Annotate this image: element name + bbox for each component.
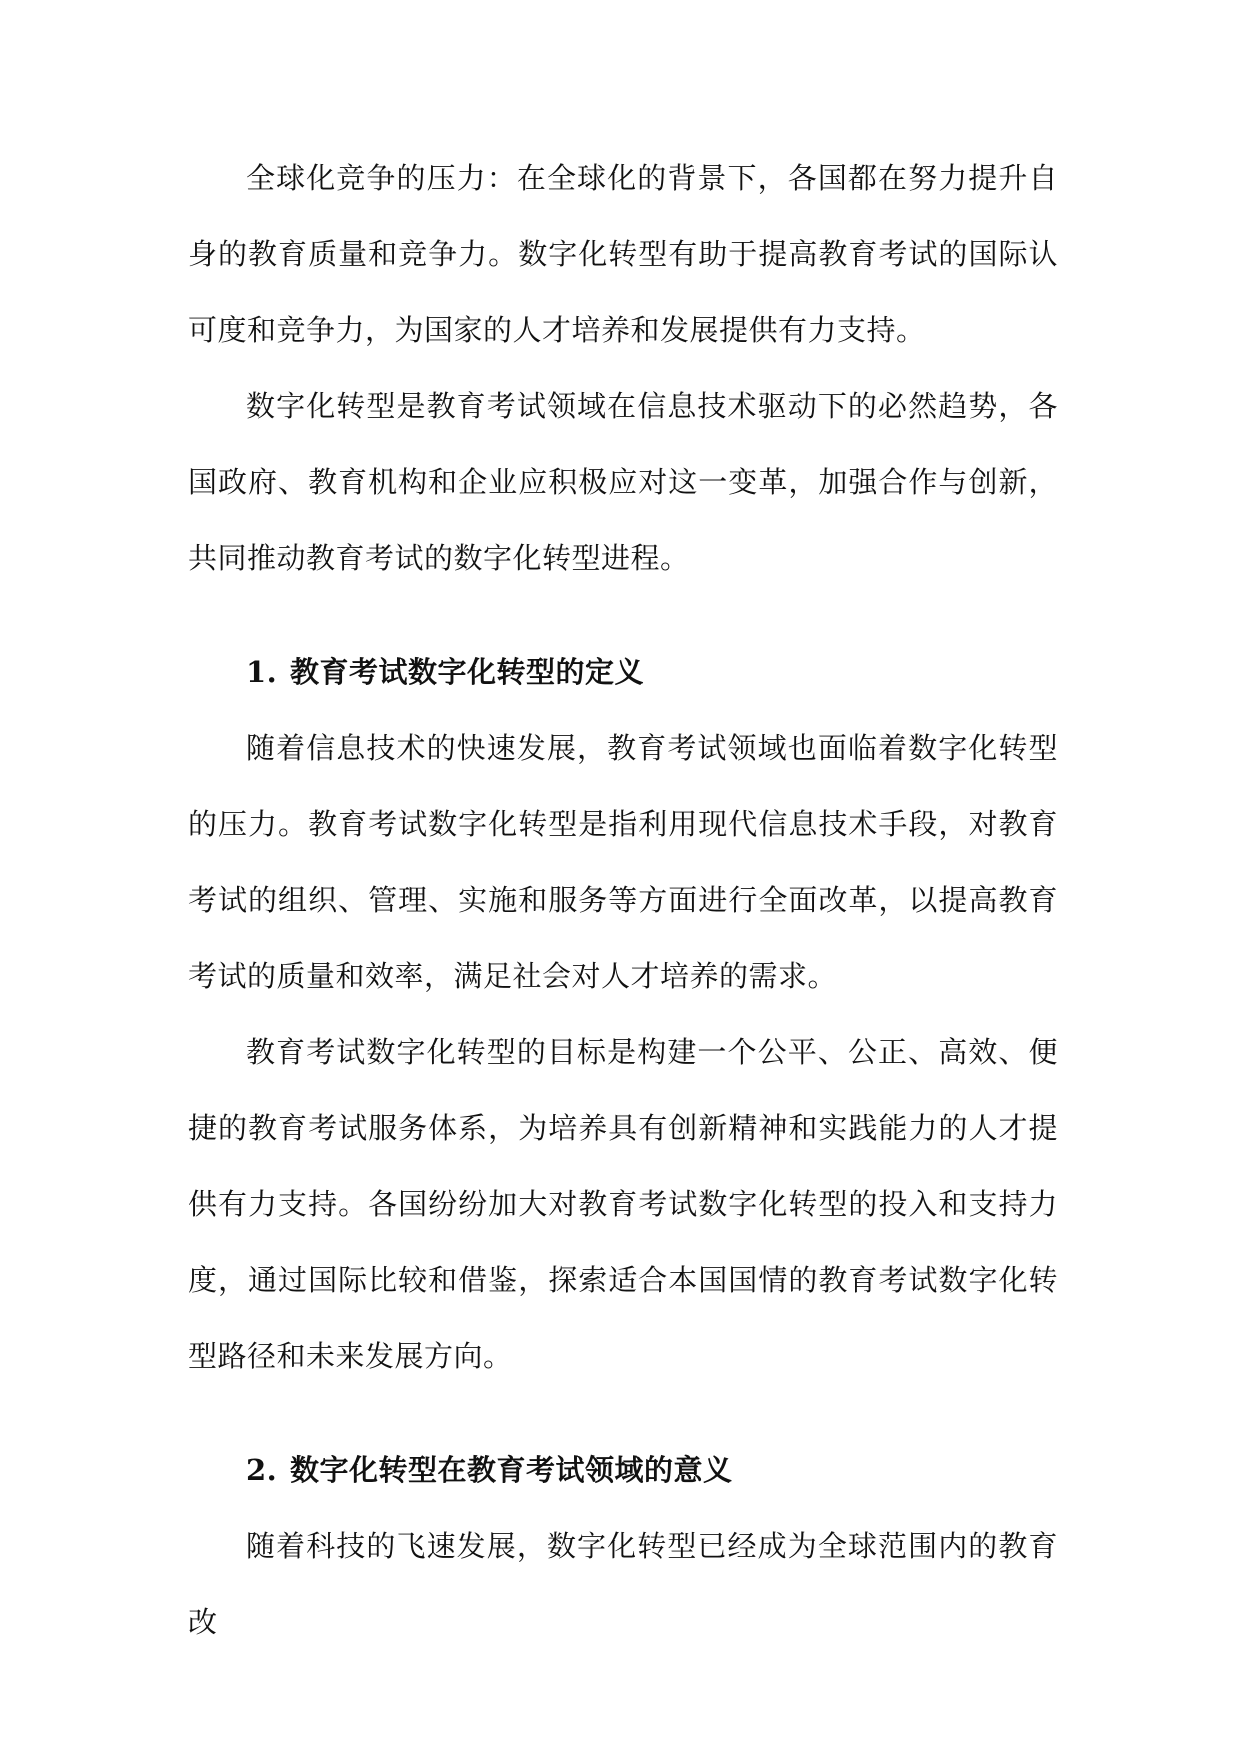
paragraph-goal: 教育考试数字化转型的目标是构建一个公平、公正、高效、便捷的教育考试服务体系，为培养具有创新精神和实践能力的人才提供有力支持。各国纷纷加大对教育考试数字化转型的投入和支持力度，通过国际比较和借鉴，探索适合本国国情的教育考试数字化转型路径和未来发展方向。 [188,1035,1058,1373]
section-title-2: 数字化转型在教育考试领域的意义 [290,1453,733,1487]
paragraph-digital-trend: 数字化转型是教育考试领域在信息技术驱动下的必然趋势，各国政府、教育机构和企业应积极应对这一变革，加强合作与创新，共同推动教育考试的数字化转型进程。 [188,389,1058,575]
section-title-1: 教育考试数字化转型的定义 [290,655,645,689]
section-number-2: 2. [246,1453,278,1487]
document-body [188,140,1058,1660]
spacer [188,596,1058,634]
paragraph-significance: 随着科技的飞速发展，数字化转型已经成为全球范围内的教育改 [188,1529,1058,1639]
section-heading-2 [188,1432,1058,1508]
paragraph-globalization-pressure: 全球化竞争的压力：在全球化的背景下，各国都在努力提升自身的教育质量和竞争力。数字化转型有助于提高教育考试的国际认可度和竞争力，为国家的人才培养和发展提供有力支持。 [188,161,1058,347]
section-heading-1 [188,634,1058,710]
section-number-1: 1. [246,655,278,689]
spacer [188,1394,1058,1432]
paragraph-definition: 随着信息技术的快速发展，教育考试领域也面临着数字化转型的压力。教育考试数字化转型是指利用现代信息技术手段，对教育考试的组织、管理、实施和服务等方面进行全面改革，以提高教育考试的质量和效率，满足社会对人才培养的需求。 [188,731,1058,993]
